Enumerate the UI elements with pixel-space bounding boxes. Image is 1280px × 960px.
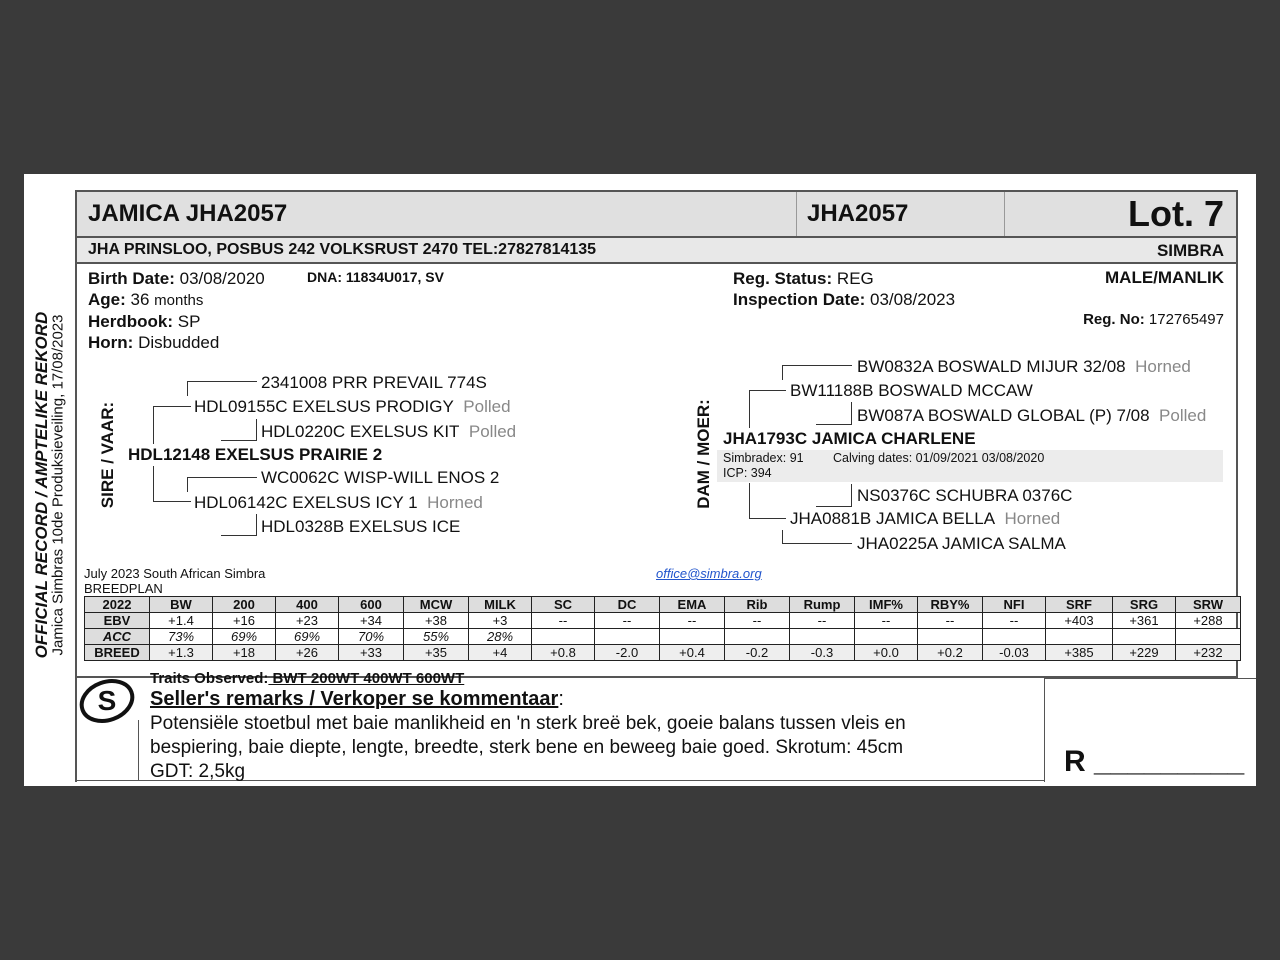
dam-dam-sire: NS0376C SCHUBRA 0376C [857, 486, 1073, 505]
table-cell [918, 629, 983, 645]
herdbook-label: Herdbook: [88, 312, 173, 331]
table-cell: 400 [276, 597, 339, 613]
lot-number: Lot. 7 [1128, 193, 1224, 234]
remarks-title: Seller's remarks / Verkoper se kommentaar: [150, 688, 564, 710]
sire-label: SIRE / VAAR: [98, 401, 117, 509]
table-cell: +23 [276, 613, 339, 629]
sale-name-label: Jamica Simbras 10de Produksieveiling, 17/08/2023 [49, 314, 67, 656]
sire-dam-horn: Horned [427, 493, 483, 512]
table-cell: -- [983, 613, 1046, 629]
dam-name: JHA1793C JAMICA CHARLENE [723, 429, 976, 448]
table-cell: +0.0 [855, 645, 918, 661]
table-row-breed [85, 645, 1241, 661]
owner-info: JHA PRINSLOO, POSBUS 242 VOLKSRUST 2470 TEL:27827814135 [88, 241, 597, 258]
pedigree-line [749, 390, 750, 428]
table-cell: 69% [276, 629, 339, 645]
sire-sire-horn: Polled [463, 397, 511, 416]
details-right [733, 268, 955, 310]
table-cell: -0.3 [790, 645, 855, 661]
table-cell: DC [595, 597, 660, 613]
dam-sire: BW11188B BOSWALD MCCAW [790, 381, 1033, 400]
sire-sire-dam: HDL0220C EXELSUS KIT Polled [261, 422, 517, 441]
dam-sire-dam-horn: Polled [1159, 406, 1207, 425]
table-cell: Rump [790, 597, 855, 613]
pedigree-line [187, 381, 257, 382]
reg-status-value: REG [836, 269, 874, 288]
table-cell: -- [660, 613, 725, 629]
sire-dam-dam: HDL0328B EXELSUS ICE [261, 517, 461, 536]
table-cell: MCW [404, 597, 469, 613]
dam-sire-sire: BW0832A BOSWALD MIJUR 32/08 Horned [857, 357, 1191, 376]
price-field[interactable]: R _________ [1064, 745, 1245, 778]
table-cell: +288 [1176, 613, 1241, 629]
breedplan-label: BREEDPLAN [84, 581, 163, 596]
table-row-acc [85, 629, 1241, 645]
remarks-divider [138, 720, 139, 780]
pedigree-line [153, 466, 154, 502]
table-cell [1046, 629, 1113, 645]
sire-name: HDL12148 EXELSUS PRAIRIE 2 [128, 445, 383, 464]
pedigree-line [749, 483, 750, 518]
table-cell: +229 [1113, 645, 1176, 661]
age-label: Age: [88, 290, 126, 309]
table-cell [983, 629, 1046, 645]
table-cell: +33 [339, 645, 404, 661]
breed-label: SIMBRA [1156, 241, 1224, 260]
header-divider [796, 192, 797, 236]
table-cell: IMF% [855, 597, 918, 613]
table-cell: SRW [1176, 597, 1241, 613]
table-cell: +26 [276, 645, 339, 661]
table-cell: BW [150, 597, 213, 613]
table-cell: -- [855, 613, 918, 629]
price-box-top [1044, 678, 1256, 679]
table-cell: 600 [339, 597, 404, 613]
table-cell: +1.3 [150, 645, 213, 661]
pedigree-line [256, 514, 257, 536]
remarks-line-1: Potensiële stoetbul met baie manlikheid en 'n sterk breë bek, goeie balans tussen vleis en [150, 713, 906, 734]
remarks-line-2: bespiering, baie diepte, lengte, breedte, sterk bene en beweeg baie goed. Skrotum: 45cm [150, 737, 904, 758]
reg-no [1083, 311, 1224, 328]
age-unit: months [154, 292, 204, 309]
sire-dam: HDL06142C EXELSUS ICY 1 Horned [194, 493, 483, 512]
dna-info: DNA: 11834U017, SV [307, 269, 444, 285]
dam-label: DAM / MOER: [694, 399, 713, 509]
pedigree-line [749, 390, 786, 391]
birth-date-value: 03/08/2020 [179, 269, 265, 288]
owner-rule [77, 262, 1236, 264]
pedigree-line [256, 419, 257, 441]
table-cell: -2.0 [595, 645, 660, 661]
calving-dates: Calving dates: 01/09/2021 03/08/2020 [833, 451, 1045, 465]
table-cell: -0.03 [983, 645, 1046, 661]
table-cell: 200 [213, 597, 276, 613]
table-cell: +0.4 [660, 645, 725, 661]
sire-dam-sire: WC0062C WISP-WILL ENOS 2 [261, 468, 500, 487]
table-cell: -- [918, 613, 983, 629]
table-cell: EMA [660, 597, 725, 613]
pedigree-line [782, 543, 852, 544]
table-cell: MILK [469, 597, 532, 613]
remarks-left-border [75, 678, 77, 782]
animal-id: JHA2057 [807, 200, 909, 227]
table-cell [725, 629, 790, 645]
table-cell: +361 [1113, 613, 1176, 629]
table-cell: -- [790, 613, 855, 629]
dam-dam-horn: Horned [1004, 509, 1061, 528]
table-cell: Rib [725, 597, 790, 613]
herdbook-value: SP [177, 312, 201, 331]
simbradex: Simbradex: 91 [723, 451, 804, 465]
ebv-table [84, 596, 1241, 661]
horn-value: Disbudded [138, 333, 220, 352]
pedigree-line [851, 402, 852, 424]
remarks-line-3: GDT: 2,5kg [150, 761, 246, 782]
pedigree-line [187, 477, 188, 492]
table-cell [1113, 629, 1176, 645]
table-cell: +1.4 [150, 613, 213, 629]
table-row-ebv [85, 613, 1241, 629]
reg-status-label: Reg. Status: [733, 269, 833, 288]
table-cell: 70% [339, 629, 404, 645]
remarks-text [150, 712, 906, 784]
icp: ICP: 394 [723, 466, 772, 480]
traits-observed-value: BWT 200WT 400WT 600WT [268, 670, 465, 687]
pedigree-line [782, 365, 852, 366]
table-row-label: 2022 [85, 597, 150, 613]
table-cell: 55% [404, 629, 469, 645]
table-cell: +0.2 [918, 645, 983, 661]
pedigree-line [187, 477, 257, 478]
price-box-left [1044, 678, 1045, 782]
table-cell: -- [532, 613, 595, 629]
table-cell: +34 [339, 613, 404, 629]
pedigree-line [782, 530, 783, 544]
table-cell: 28% [469, 629, 532, 645]
age-value: 36 [130, 290, 150, 309]
details-left [88, 268, 265, 353]
svg-text:S: S [97, 685, 117, 716]
pedigree-line [851, 484, 852, 506]
table-cell: 73% [150, 629, 213, 645]
dam-dam: JHA0881B JAMICA BELLA Horned [790, 509, 1061, 528]
pedigree-line [816, 506, 852, 507]
table-cell: SC [532, 597, 595, 613]
sire-sire-sire: 2341008 PRR PREVAIL 774S [261, 373, 487, 392]
sire-sire: HDL09155C EXELSUS PRODIGY Polled [194, 397, 511, 416]
sire-sire-dam-horn: Polled [468, 422, 517, 441]
table-cell: 69% [213, 629, 276, 645]
header-divider [1004, 192, 1005, 236]
analysis-label: July 2023 South African Simbra [84, 566, 266, 581]
table-cell: -0.2 [725, 645, 790, 661]
table-cell: RBY% [918, 597, 983, 613]
table-cell: NFI [983, 597, 1046, 613]
animal-name: JAMICA JHA2057 [88, 200, 288, 227]
table-cell [790, 629, 855, 645]
reg-no-label: Reg. No: [1083, 311, 1145, 328]
dam-sire-dam: BW087A BOSWALD GLOBAL (P) 7/08 Polled [857, 406, 1207, 425]
inspection-label: Inspection Date: [733, 290, 866, 309]
table-cell [532, 629, 595, 645]
email-link[interactable]: office@simbra.org [656, 566, 762, 581]
simbra-logo-icon [78, 676, 136, 726]
table-cell: -- [595, 613, 660, 629]
pedigree-line [153, 501, 191, 502]
pedigree-line [816, 424, 852, 425]
traits-observed [150, 670, 464, 687]
horn-label: Horn: [88, 333, 134, 352]
pedigree-line [153, 406, 191, 407]
table-cell: +4 [469, 645, 532, 661]
pedigree-line [782, 365, 783, 380]
table-row-label: ACC [85, 629, 150, 645]
table-cell: -- [725, 613, 790, 629]
table-header-row [85, 597, 1241, 613]
reg-no-value: 172765497 [1148, 311, 1224, 328]
table-cell [595, 629, 660, 645]
pedigree-line [749, 518, 786, 519]
table-cell: +385 [1046, 645, 1113, 661]
table-row-label: EBV [85, 613, 150, 629]
table-cell: +403 [1046, 613, 1113, 629]
inspection-value: 03/08/2023 [869, 290, 956, 309]
pedigree-line [221, 440, 257, 441]
dam-sire-sire-horn: Horned [1135, 357, 1191, 376]
table-cell [660, 629, 725, 645]
table-cell: SRF [1046, 597, 1113, 613]
table-cell: +35 [404, 645, 469, 661]
table-cell: +0.8 [532, 645, 595, 661]
pedigree-line [153, 406, 154, 444]
pedigree-line [221, 535, 257, 536]
table-row-label: BREED [85, 645, 150, 661]
birth-date-label: Birth Date: [88, 269, 175, 288]
table-cell: +3 [469, 613, 532, 629]
table-cell: +38 [404, 613, 469, 629]
pedigree-line [187, 381, 188, 396]
dam-dam-dam: JHA0225A JAMICA SALMA [857, 534, 1066, 553]
table-cell [855, 629, 918, 645]
official-record-label: OFFICIAL RECORD / AMPTELIKE REKORD [32, 311, 51, 659]
traits-observed-label: Traits Observed: [150, 670, 269, 687]
table-cell [1176, 629, 1241, 645]
table-cell: SRG [1113, 597, 1176, 613]
sex-label: MALE/MANLIK [1105, 268, 1224, 287]
table-cell: +18 [213, 645, 276, 661]
table-cell: +16 [213, 613, 276, 629]
table-cell: +232 [1176, 645, 1241, 661]
